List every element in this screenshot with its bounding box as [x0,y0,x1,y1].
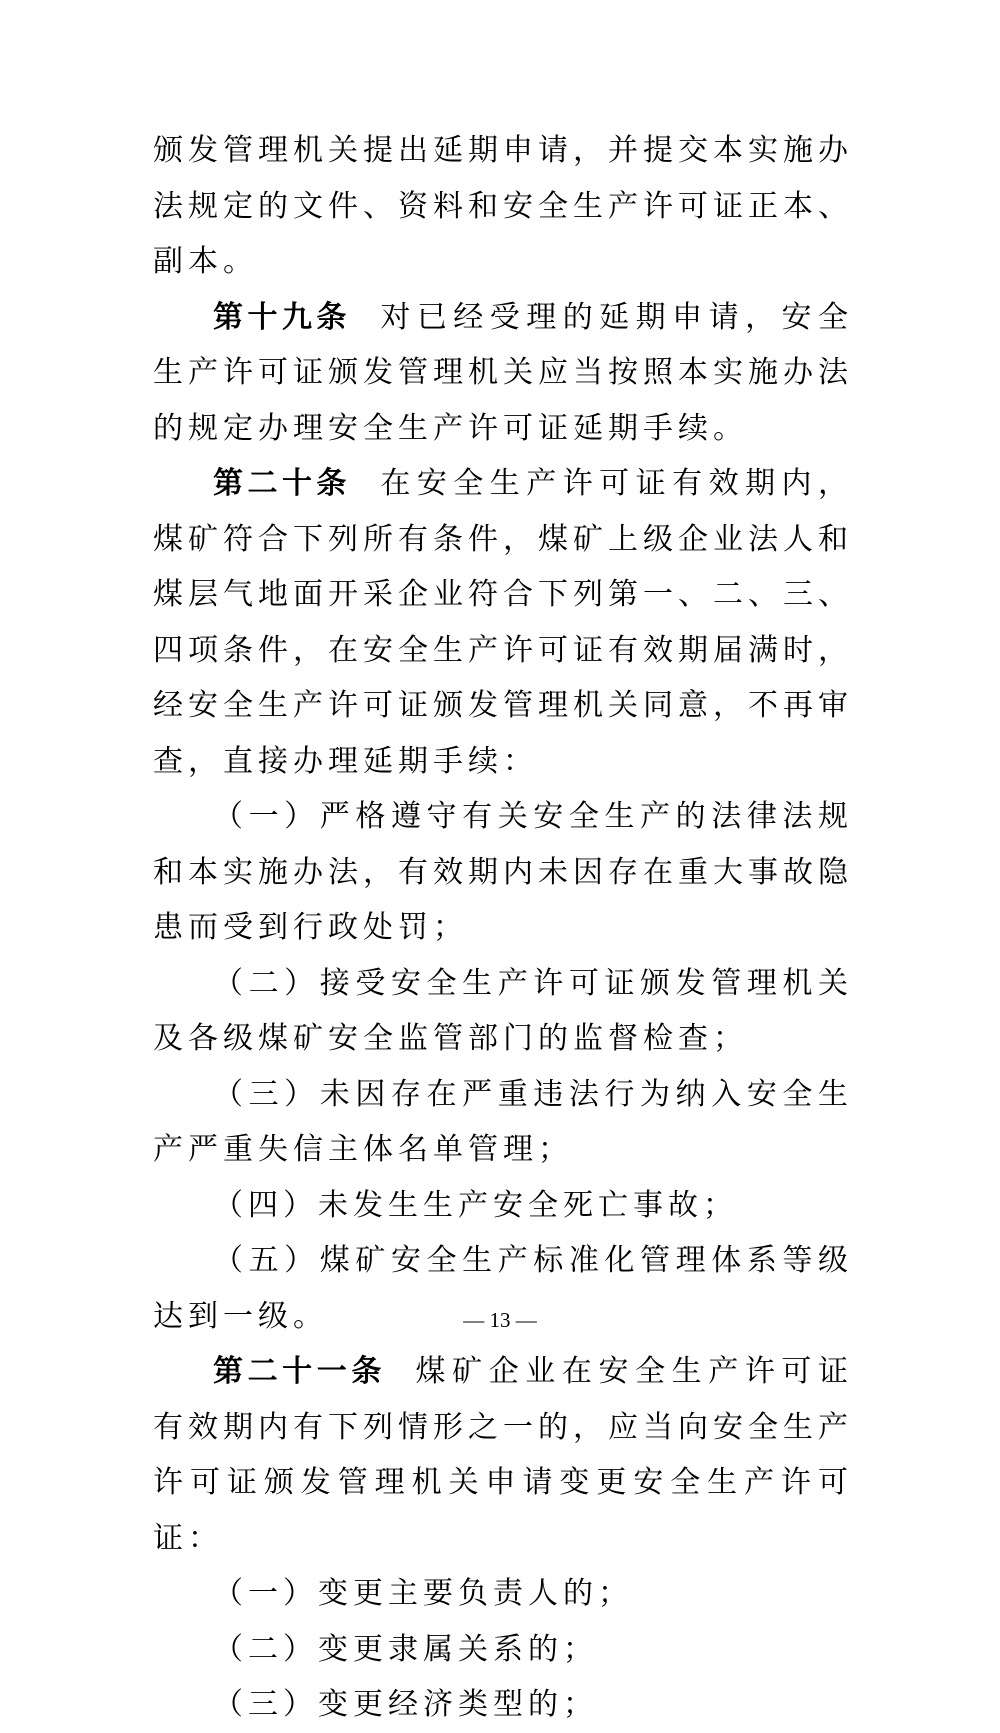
article-20-paragraph [153,456,853,789]
page-number: — 13 — [463,1308,537,1332]
paragraph-text: （一）变更主要负责人的； [213,1576,633,1611]
list-item-paragraph [153,1622,853,1678]
list-item-paragraph [153,789,853,956]
paragraph-text: 煤矿企业在安全生产许可证有效期内有下列情形之一的，应当向安全生产许可证颁发管理机关申请变更安全生产许可证： [153,1354,854,1556]
document-body [153,123,853,1733]
article-19-paragraph [153,290,853,457]
list-item-paragraph [153,1178,853,1234]
paragraph-text: 颁发管理机关提出延期申请，并提交本实施办法规定的文件、资料和安全生产许可证正本、副本。 [153,133,853,279]
article-number: 第二十一条 [213,1354,386,1389]
paragraph-text: （四）未发生生产安全死亡事故； [213,1187,738,1223]
article-21-paragraph [153,1344,853,1566]
list-item-paragraph [153,1677,853,1733]
paragraph-text: （五）煤矿安全生产标准化管理体系等级达到一级。 [153,1243,853,1334]
article-number: 第二十条 [213,466,351,501]
list-item-paragraph [153,956,853,1067]
paragraph-text: （三）未因存在严重违法行为纳入安全生产严重失信主体名单管理； [153,1076,853,1167]
paragraph-text: （二）接受安全生产许可证颁发管理机关及各级煤矿安全监管部门的监督检查； [153,965,853,1056]
list-item-paragraph [153,1067,853,1178]
paragraph-text: 对已经受理的延期申请，安全生产许可证颁发管理机关应当按照本实施办法的规定办理安全生产许可证延期手续。 [153,299,854,446]
list-item-paragraph [153,1566,853,1622]
paragraph-text: （一）严格遵守有关安全生产的法律法规和本实施办法，有效期内未因存在重大事故隐患而受到行政处罚； [153,799,853,945]
paragraph-text: （二）变更隶属关系的； [213,1631,598,1667]
article-number: 第十九条 [213,299,351,335]
paragraph-text: 在安全生产许可证有效期内，煤矿符合下列所有条件，煤矿上级企业法人和煤层气地面开采企业符合下列第一、二、三、四项条件，在安全生产许可证有效期届满时，经安全生产许可证颁发管理机关同意，不再审查，直接办理延期手续： [153,466,854,779]
paragraph-text: （三）变更经济类型的； [213,1687,598,1722]
paragraph-continuation [153,123,853,290]
